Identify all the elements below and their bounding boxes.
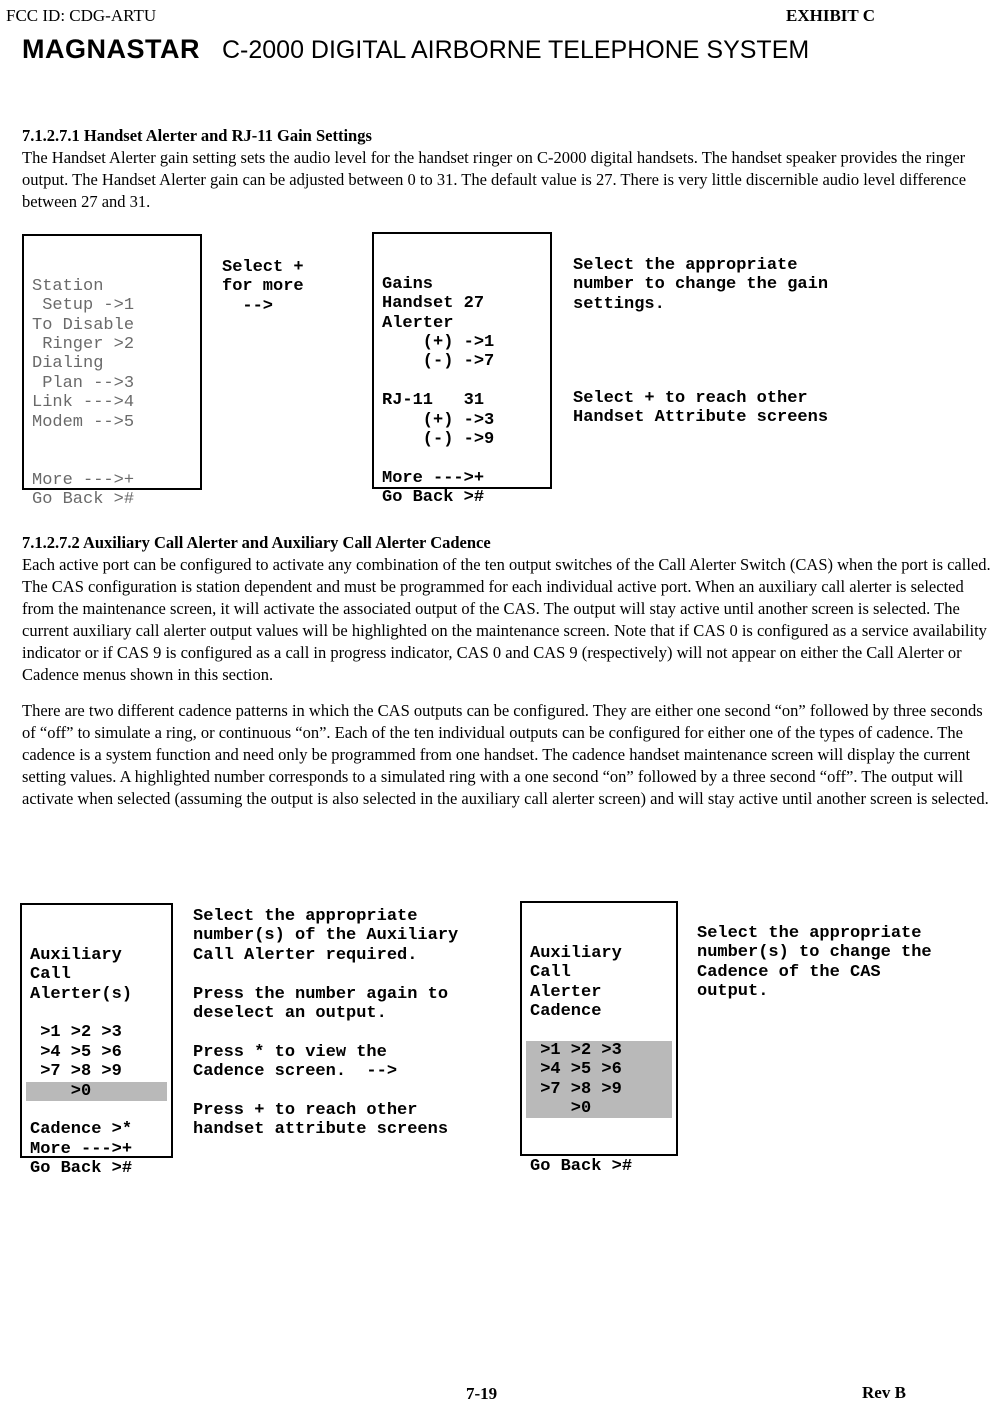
note-line: Press + to reach other	[193, 1101, 418, 1121]
screen-line: Dialing	[32, 354, 104, 374]
screen-line: Station	[32, 276, 104, 296]
auxiliary-alerter-screen	[20, 903, 173, 1179]
screen-line: Alerter	[382, 313, 454, 333]
document-title	[22, 34, 809, 65]
note-line: deselect an output.	[193, 1004, 387, 1024]
screen-line: More --->+	[30, 1139, 133, 1159]
screen-line: (+) ->1	[382, 333, 495, 353]
screen-line	[530, 1021, 668, 1040]
note-line: Call Alerter required.	[193, 945, 418, 965]
note-line: Cadence screen. -->	[193, 1062, 398, 1082]
note-line: -->	[222, 296, 274, 316]
screen-line: Link --->4	[32, 393, 135, 413]
note-line: output.	[697, 982, 769, 1002]
note-line	[193, 965, 458, 984]
note-line	[193, 1023, 458, 1042]
cadence-note	[697, 924, 932, 1002]
section-heading: 7.1.2.7.2 Auxiliary Call Alerter and Auxiliary Call Alerter Cadence	[22, 533, 491, 552]
station-setup-screen	[22, 234, 202, 510]
note-line: settings.	[573, 294, 665, 314]
note-line: Handset Attribute screens	[573, 408, 829, 428]
document-subtitle: C-2000 DIGITAL AIRBORNE TELEPHONE SYSTEM	[221, 36, 810, 64]
screen-line	[30, 1004, 163, 1023]
screen-line: Alerter(s)	[30, 984, 133, 1004]
screen-line	[32, 451, 192, 470]
screen-line: Call	[530, 963, 571, 983]
page-number: 7-19	[466, 1384, 498, 1403]
screen-line: Plan -->3	[32, 373, 135, 393]
screen-line: Modem -->5	[32, 412, 135, 432]
screen-line: Ringer >2	[32, 335, 135, 355]
screen-line: Alerter	[530, 982, 602, 1002]
highlighted-output: >4 >5 >6	[526, 1060, 672, 1079]
section-heading: 7.1.2.7.1 Handset Alerter and RJ-11 Gain Settings	[22, 126, 372, 145]
screen-line: Setup ->1	[32, 296, 135, 316]
fcc-id: FCC ID: CDG-ARTU	[6, 6, 157, 25]
screen-line: >7 >8 >9	[30, 1062, 122, 1082]
cadence-screen	[520, 901, 678, 1177]
highlighted-output: >0	[26, 1082, 167, 1101]
note-line: Press the number again to	[193, 984, 449, 1004]
screen-line: More --->+	[32, 470, 135, 490]
screen-line	[30, 1101, 163, 1120]
screen-line: Handset 27	[382, 294, 485, 314]
screen-line: >1 >2 >3	[30, 1023, 122, 1043]
note-line: number(s) to change the	[697, 943, 932, 963]
screen-line: Go Back >#	[30, 1159, 133, 1179]
screen-line	[382, 449, 542, 468]
note-line: number to change the gain	[573, 275, 829, 295]
note-line: Select + to reach other	[573, 389, 808, 408]
section-body: The Handset Alerter gain setting sets the audio level for the handset ringer on C-2000 digital handsets. The handset speaker provides the ringer output. The Handset Alerter gain can be adjusted between 0 to 31. The default value is 27. There is very little discernible audio level difference between 27 and 31.	[22, 148, 967, 211]
screen-line: Gains	[382, 274, 434, 294]
note-line: for more	[222, 277, 304, 297]
note-line: Select the appropriate	[193, 907, 418, 926]
note-line: Select the appropriate	[697, 924, 922, 943]
auxiliary-note	[193, 907, 458, 1140]
note-line: handset attribute screens	[193, 1120, 449, 1140]
screen-line: More --->+	[382, 468, 485, 488]
screen-line: Go Back >#	[530, 1157, 633, 1177]
note-line: Press * to view the	[193, 1042, 387, 1062]
note-line: Select the appropriate	[573, 256, 798, 275]
screen-line: Go Back >#	[382, 488, 485, 508]
screen-line	[530, 1118, 668, 1137]
screen-line: Auxiliary	[30, 945, 122, 965]
exhibit-label: EXHIBIT C	[786, 6, 875, 25]
screen-line: Go Back >#	[32, 490, 135, 510]
gains-note-more	[573, 389, 828, 428]
highlighted-output: >7 >8 >9	[526, 1080, 672, 1099]
gains-note-select	[573, 256, 828, 314]
brand-name: MAGNASTAR	[22, 34, 200, 64]
highlighted-output: >0	[526, 1099, 672, 1118]
note-line: number(s) of the Auxiliary	[193, 926, 459, 946]
note-line: Select +	[222, 258, 304, 277]
highlighted-output: >1 >2 >3	[526, 1041, 672, 1060]
screen-line: RJ-11 31	[382, 391, 485, 411]
note-line: Cadence of the CAS	[697, 962, 881, 982]
note-line	[193, 1082, 458, 1101]
section-paragraph: There are two different cadence patterns in which the CAS outputs can be configured. They are either one second “on” followed by three seconds of “off” to simulate a ring, or continuous “on”. Each of the ten individual outputs can be configured for either one of the types of cadence. The cadence is a system function and need only be programmed from one handset. The cadence handset maintenance screen will display the current setting values. A highlighted number corresponds to a simulated ring with a one second “on” followed by a three second “off”. The output will activate when selected (assuming the output is also selected in the auxiliary call alerter screen) and will stay active until another screen is selected.	[22, 701, 989, 808]
select-more-note	[222, 258, 304, 316]
screen-line: (+) ->3	[382, 410, 495, 430]
revision-label: Rev B	[862, 1383, 906, 1402]
gains-screen	[372, 232, 552, 508]
screen-line	[32, 432, 192, 451]
screen-line: Call	[30, 965, 71, 985]
screen-line	[530, 1138, 668, 1157]
screen-line: Auxiliary	[530, 943, 622, 963]
screen-line: (-) ->7	[382, 352, 495, 372]
screen-line: Cadence	[530, 1002, 602, 1022]
screen-line: Cadence >*	[30, 1120, 133, 1140]
section-paragraph: Each active port can be configured to activate any combination of the ten output switches of the Call Alerter Switch (CAS) when the port is called. The CAS configuration is station dependent and must be programmed for each individual active port. When an auxiliary call alerter is selected from the maintenance screen, it will activate the associated output of the CAS. The output will stay active until another screen is selected. The current auxiliary call alerter output values will be highlighted on the maintenance screen. Note that if CAS 0 is configured as a service availability indicator or if CAS 9 is configured as a call in progress indicator, CAS 0 and CAS 9 (respectively) will not appear on either the Call Alerter or Cadence menus shown in this section.	[22, 555, 991, 684]
screen-line: (-) ->9	[382, 430, 495, 450]
section-auxiliary-alerter	[22, 532, 992, 810]
screen-line	[382, 372, 542, 391]
screen-line: To Disable	[32, 315, 135, 335]
screen-line: >4 >5 >6	[30, 1042, 122, 1062]
section-handset-alerter	[22, 125, 992, 213]
